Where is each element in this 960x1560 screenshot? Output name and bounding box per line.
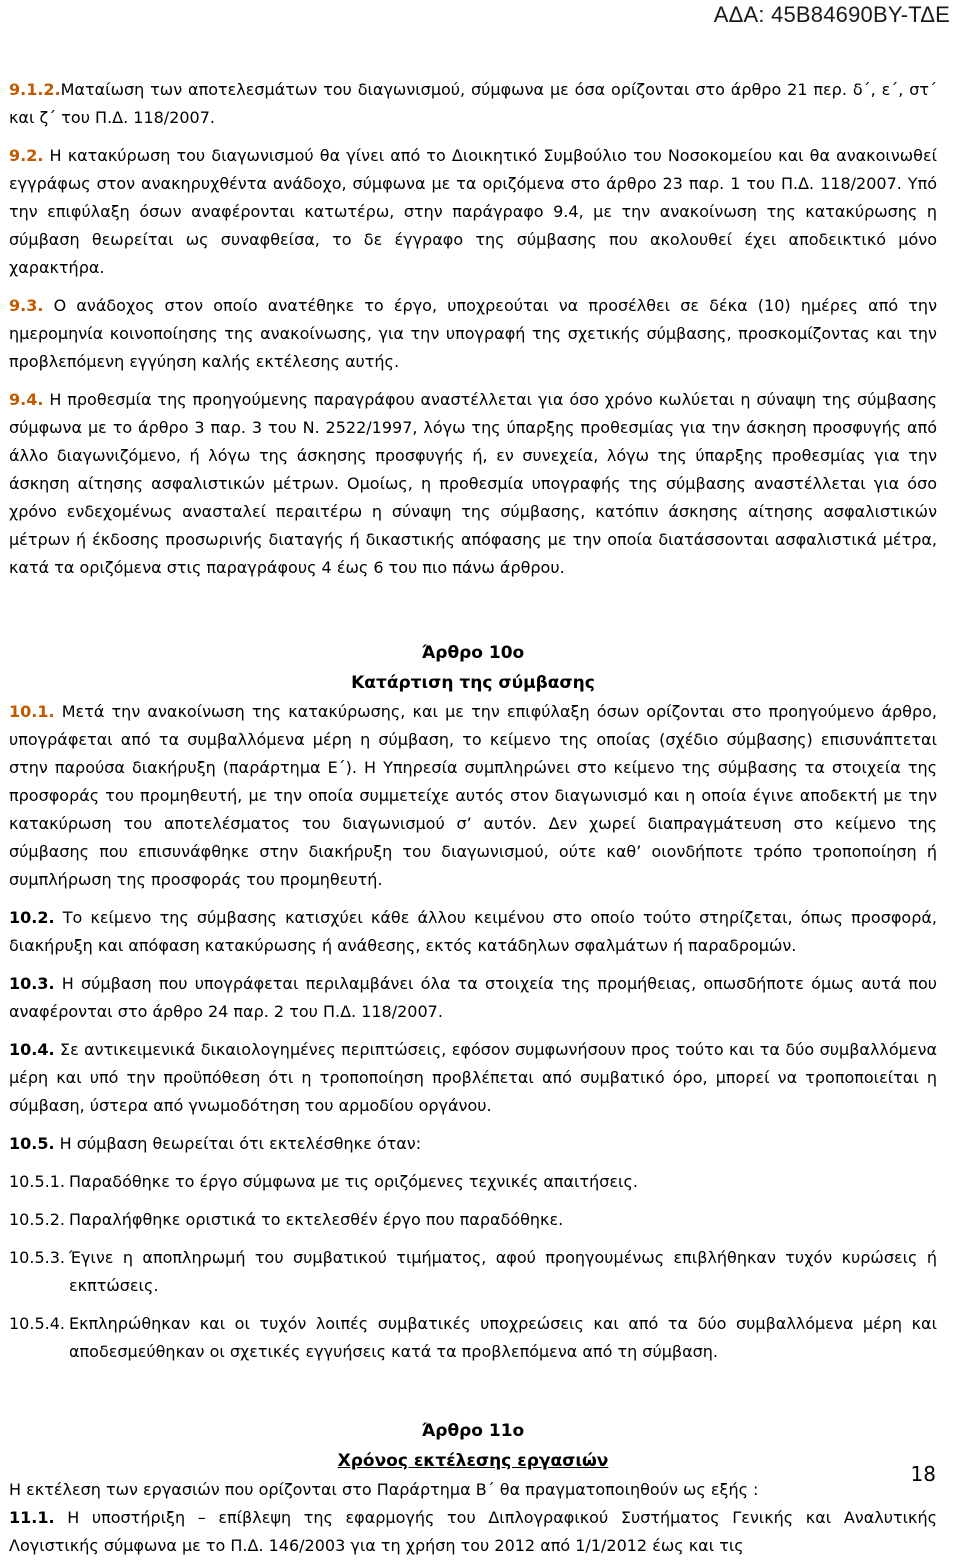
list-item-10-5-3 (9, 1244, 937, 1300)
paragraph-number: 9.3. (9, 296, 44, 315)
paragraph-number: 10.3. (9, 974, 55, 993)
paragraph-10-4 (9, 1036, 937, 1120)
article-11-title: Άρθρο 11ο (421, 1421, 525, 1441)
paragraph-9-4 (9, 386, 937, 582)
paragraph-10-3 (9, 970, 937, 1026)
paragraph-text: Ματαίωση των αποτελεσμάτων του διαγωνισμού, σύμφωνα με όσα ορίζονται στο άρθρο 21 περ. δ΄, ε΄, στ΄ και ζ΄ του Π.Δ. 118/2007. (9, 80, 937, 127)
paragraph-10-2 (9, 904, 937, 960)
article-11-subtitle-text: Χρόνος εκτέλεσης εργασιών (337, 1451, 609, 1471)
document-body (9, 76, 937, 1560)
paragraph-10-1 (9, 698, 937, 894)
paragraph-10-5 (9, 1130, 937, 1158)
paragraph-9-3 (9, 292, 937, 376)
list-item-number: 10.5.1. (9, 1172, 65, 1191)
list-item-text: Παραδόθηκε το έργο σύμφωνα με τις οριζόμενες τεχνικές απαιτήσεις. (69, 1172, 638, 1191)
article-10-subtitle: Κατάρτιση της σύμβασης (351, 673, 595, 693)
list-item-10-5-2 (9, 1206, 937, 1234)
paragraph-number: 9.4. (9, 390, 44, 409)
paragraph-text: Ο ανάδοχος στον οποίο ανατέθηκε το έργο, υποχρεούται να προσέλθει σε δέκα (10) ημέρες από την ημερομηνία κοινοποίησης της ανακοίνωσης, για την υπογραφή της σχετικής σύμβασης, προσκομίζοντας και την προβλεπόμενη εγγύηση καλής εκτέλεσης αυτής. (9, 296, 937, 371)
list-item-number: 10.5.4. (9, 1314, 65, 1333)
list-item-text: Εκπληρώθηκαν και οι τυχόν λοιπές συμβατικές υποχρεώσεις και από τα δύο συμβαλλόμενα μέρη και αποδεσμεύθηκαν οι σχετικές εγγυήσεις κατά τα προβλεπόμενα από τη σύμβαση. (69, 1314, 937, 1361)
paragraph-text: Η κατακύρωση του διαγωνισμού θα γίνει από το Διοικητικό Συμβούλιο του Νοσοκομείου και θα ανακοινωθεί εγγράφως στον ανακηρυχθέντα ανάδοχο, σύμφωνα με τα οριζόμενα στο άρθρο 23 παρ. 1 του Π.Δ. 118/2007. Υπό την επιφύλαξη όσων αναφέρονται κατωτέρω, στην παράγραφο 9.4, με την ανακοίνωση της κατακύρωσης η σύμβαση θεωρείται ως συναφθείσα, το δε έγγραφο της σύμβασης που ακολουθεί έχει αποδεικτικό μόνο χαρακτήρα. (9, 146, 937, 277)
list-item-text: Παραλήφθηκε οριστικά το εκτελεσθέν έργο που παραδόθηκε. (69, 1210, 564, 1229)
article-10-title: Άρθρο 10ο (421, 643, 525, 663)
paragraph-text: Η υποστήριξη – επίβλεψη της εφαρμογής του Διπλογραφικού Συστήματος Γενικής και Αναλυτικής Λογιστικής σύμφωνα με το Π.Δ. 146/2003 για τη χρήση του 2012 από 1/1/2012 έως και τις (9, 1508, 937, 1555)
paragraph-number: 11.1. (9, 1508, 55, 1527)
list-item-text: Έγινε η αποπληρωμή του συμβατικού τιμήματος, αφού προηγουμένως επιβλήθηκαν τυχόν κυρώσεις ή εκπτώσεις. (69, 1248, 937, 1295)
paragraph-text: Η σύμβαση που υπογράφεται περιλαμβάνει όλα τα στοιχεία της προμήθειας, οπωσδήποτε όμως αυτά που αναφέρονται στο άρθρο 24 παρ. 2 του Π.Δ. 118/2007. (9, 974, 937, 1021)
ada-code: ΑΔΑ: 45Β84690ΒΥ-ΤΔΕ (713, 2, 950, 27)
paragraph-text: Μετά την ανακοίνωση της κατακύρωσης, και με την επιφύλαξη όσων ορίζονται στο προηγούμενο άρθρο, υπογράφεται από τα συμβαλλόμενα μέρη η σύμβαση, το κείμενο της οποίας (σχέδιο σύμβασης) επισυνάπτεται στην παρούσα διακήρυξη (παράρτημα Ε΄). Η Υπηρεσία συμπληρώνει στο κείμενο της σύμβασης τα στοιχεία της προσφοράς του προμηθευτή, με την οποία συμμετείχε αυτός στον διαγωνισμό και η οποία έγινε αποδεκτή με την κατακύρωση του αποτελέσματος του διαγωνισμού σ’ αυτόν. Δεν χωρεί διαπραγμάτευση στο κείμενο της σύμβασης που επισυνάφθηκε στην διακήρυξη του διαγωνισμού, ούτε καθ’ οιονδήποτε τρόπο τροποποίηση ή συμπλήρωση της προσφοράς του προμηθευτή. (9, 702, 937, 889)
list-item-10-5-1 (9, 1168, 937, 1196)
list-item-number: 10.5.3. (9, 1248, 65, 1267)
paragraph-number: 10.5. (9, 1134, 55, 1153)
list-item-10-5-4 (9, 1310, 937, 1366)
article-11-intro: Η εκτέλεση των εργασιών που ορίζονται στο Παράρτημα Β΄ θα πραγματοποιηθούν ως εξής : (9, 1480, 759, 1499)
paragraph-text: Η προθεσμία της προηγούμενης παραγράφου αναστέλλεται για όσο χρόνο κωλύεται η σύναψη της σύμβασης σύμφωνα με το άρθρο 3 παρ. 3 του Ν. 2522/1997, λόγω της ύπαρξης προθεσμίας για την άσκηση προσφυγής από άλλο διαγωνιζόμενο, ή λόγω της άσκησης προσφυγής ή, εν συνεχεία, λόγω της ύπαρξης προθεσμίας για την άσκηση αίτησης ασφαλιστικών μέτρων. Ομοίως, η προθεσμία υπογραφής της σύμβασης αναστέλλεται για όσο χρόνο ενδεχομένως ανασταλεί περαιτέρω η σύναψη της σύμβασης, κατόπιν άσκησης αίτησης ασφαλιστικών μέτρων ή έκδοσης προσωρινής διαταγής ή δικαστικής απόφασης με την οποία διατάσσονται ασφαλιστικά μέτρα, κατά τα οριζόμενα στις παραγράφους 4 έως 6 του πιο πάνω άρθρου. (9, 390, 937, 577)
paragraph-9-2 (9, 142, 937, 282)
paragraph-text: Σε αντικειμενικά δικαιολογημένες περιπτώσεις, εφόσον συμφωνήσουν προς τούτο και τα δύο συμβαλλόμενα μέρη και υπό την προϋπόθεση ότι η τροποποίηση προβλέπεται από συμβατικό όρο, μπορεί να τροποποιείται η σύμβαση, ύστερα από γνωμοδότηση του αρμοδίου οργάνου. (9, 1040, 937, 1115)
paragraph-number: 10.2. (9, 908, 55, 927)
paragraph-text: Η σύμβαση θεωρείται ότι εκτελέσθηκε όταν: (54, 1134, 422, 1153)
paragraph-number: 10.4. (9, 1040, 55, 1059)
page-number: 18 (910, 1462, 936, 1486)
paragraph-number: 9.2. (9, 146, 44, 165)
paragraph-9-1-2 (9, 76, 937, 132)
paragraph-number: 10.1. (9, 702, 55, 721)
paragraph-number: 9.1.2. (9, 80, 61, 99)
article-11-subtitle (9, 1446, 937, 1476)
list-item-number: 10.5.2. (9, 1210, 65, 1229)
paragraph-11-1 (9, 1504, 937, 1560)
paragraph-text: Το κείμενο της σύμβασης κατισχύει κάθε άλλου κειμένου στο οποίο τούτο στηρίζεται, όπως προσφορά, διακήρυξη και απόφαση κατακύρωσης ή ανάθεσης, εκτός κατάδηλων σφαλμάτων ή παραδρομών. (9, 908, 937, 955)
